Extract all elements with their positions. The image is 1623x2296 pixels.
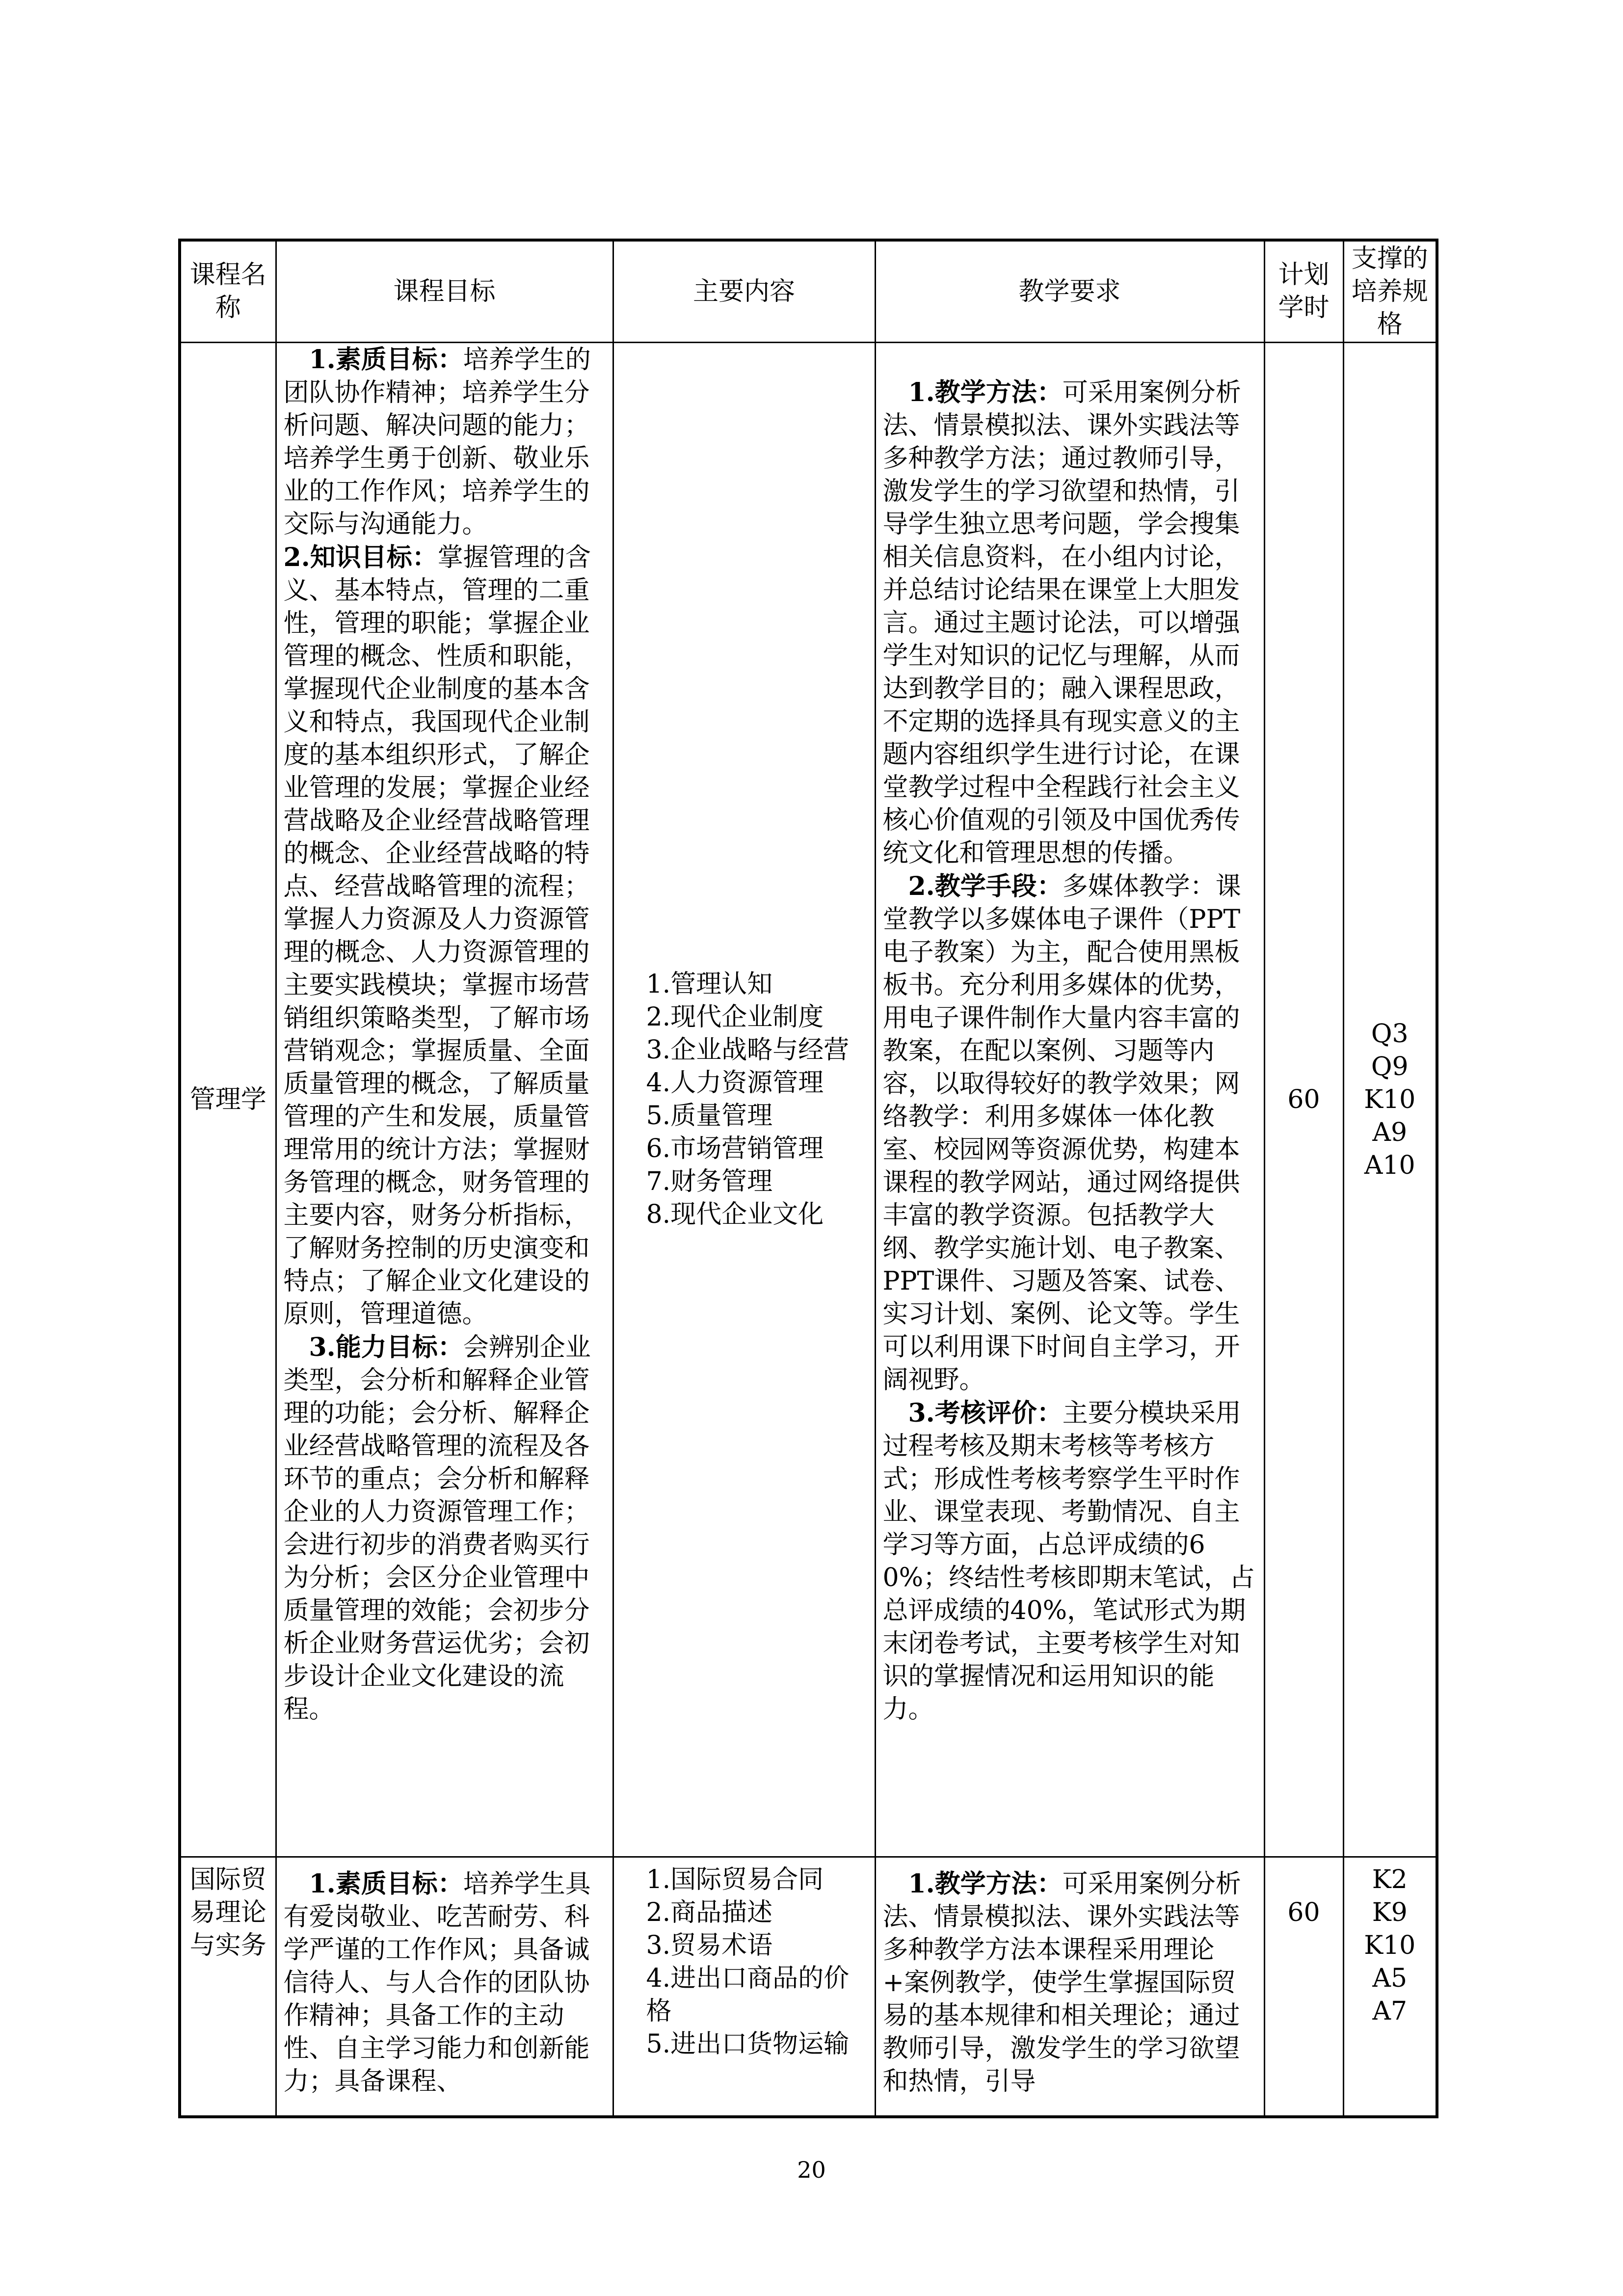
spec-item: A9 bbox=[1372, 1117, 1408, 1147]
spec-item: Q9 bbox=[1371, 1052, 1409, 1081]
course-table-container bbox=[178, 239, 1438, 2118]
goal-text: 培养学生的团队协作精神；培养学生分析问题、解决问题的能力；培养学生勇于创新、敬业乐业的工作作风；培养学生的交际与沟通能力。 bbox=[283, 345, 591, 539]
content-item: 4.进出口商品的价格 bbox=[646, 1964, 850, 2026]
table-row bbox=[180, 1857, 1437, 2117]
goal-text: 掌握管理的含义、基本特点，管理的二重性，管理的职能；掌握企业管理的概念、性质和职能，掌握现代企业制度的基本含义和特点，我国现代企业制度的基本组织形式，了解企业管理的发展；掌握企业经营战略及企业经营战略管理的概念、企业经营战略的特点、经营战略管理的流程；掌握人力资源及人力资源管理的概念、人力资源管理的主要实践模块；掌握市场营销组织策略类型，了解市场营销观念；掌握质量、全面质量管理的概念，了解质量管理的产生和发展，质量管理常用的统计方法；掌握财务管理的概念，财务管理的主要内容，财务分析指标，了解财务控制的历史演变和特点；了解企业文化建设的原则，管理道德。 bbox=[283, 543, 591, 1329]
spec-item: A10 bbox=[1364, 1150, 1415, 1180]
requirement-label: 3.考核评价： bbox=[908, 1398, 1063, 1428]
table-header-row bbox=[180, 240, 1437, 343]
course-name-cell: 管理学 bbox=[180, 343, 276, 1857]
goal-paragraph bbox=[284, 343, 606, 541]
teaching-requirement-cell bbox=[875, 343, 1264, 1857]
goal-label: 1.素质目标： bbox=[309, 1869, 463, 1899]
requirement-text: 多媒体教学：课堂教学以多媒体电子课件（PPT电子教案）为主，配合使用黑板板书。充分利用多媒体的优势，用电子课件制作大量内容丰富的教案，在配以案例、习题等内容，以取得较好的教学效果；网络教学：利用多媒体一体化教室、校园网等资源优势，构建本课程的教学网站，通过网络提供丰富的教学资源。包括教学大纲、教学实施计划、电子教案、PPT课件、习题及答案、试卷、实习计划、案例、论文等。学生可以利用课下时间自主学习，开阔视野。 bbox=[882, 872, 1241, 1395]
content-item: 3.贸易术语 bbox=[646, 1931, 773, 1960]
page-number: 20 bbox=[797, 2157, 826, 2183]
supported-spec-cell bbox=[1343, 343, 1437, 1857]
course-goal-cell bbox=[276, 1857, 613, 2117]
requirement-text: 可采用案例分析法、情景模拟法、课外实践法等多种教学方法；通过教师引导，激发学生的学习欲望和热情，引导学生独立思考问题，学会搜集相关信息资料，在小组内讨论，并总结讨论结果在课堂上大胆发言。通过主题讨论法，可以增强学生对知识的记忆与理解，从而达到教学目的；融入课程思政，不定期的选择具有现实意义的主题内容组织学生进行讨论，在课堂教学过程中全程践行社会主义核心价值观的引领及中国优秀传统文化和管理思想的传播。 bbox=[882, 378, 1241, 868]
supported-spec-cell bbox=[1343, 1857, 1437, 2117]
goal-label: 2.知识目标： bbox=[283, 542, 438, 572]
requirement-text: 主要分模块采用过程考核及期末考核等考核方式；形成性考核考察学生平时作业、课堂表现、考勤情况、自主学习等方面，占总评成绩的60%；终结性考核即期末笔试，占总评成绩的40%，笔试形式为期末闭卷考试，主要考核学生对知识的掌握情况和运用知识的能力。 bbox=[882, 1399, 1255, 1724]
main-content-cell bbox=[613, 1857, 875, 2117]
requirement-label: 1.教学方法： bbox=[908, 378, 1063, 407]
requirement-paragraph bbox=[883, 376, 1257, 870]
requirement-text: 可采用案例分析法、情景模拟法、课外实践法等多种教学方法本课程采用理论+案例教学，使学生掌握国际贸易的基本规律和相关理论；通过教师引导，激发学生的学习欲望和热情，引导 bbox=[882, 1869, 1241, 2096]
table-row bbox=[180, 343, 1437, 1857]
header-planned-hours: 计划学时 bbox=[1264, 240, 1343, 343]
goal-text: 培养学生具有爱岗敬业、吃苦耐劳、科学严谨的工作作风；具备诚信待人、与人合作的团队协作精神；具备工作的主动性、自主学习能力和创新能力；具备课程、 bbox=[283, 1869, 591, 2096]
requirement-label: 2.教学手段： bbox=[908, 871, 1063, 901]
requirement-paragraph bbox=[883, 1397, 1257, 1726]
content-item: 1.国际贸易合同 bbox=[646, 1865, 824, 1894]
planned-hours-value: 60 bbox=[1287, 1898, 1320, 1927]
spec-item: K2 bbox=[1372, 1865, 1408, 1894]
spec-item: K10 bbox=[1364, 1084, 1416, 1114]
spec-item: K9 bbox=[1372, 1898, 1408, 1927]
goal-text: 会辨别企业类型，会分析和解释企业管理的功能；会分析、解释企业经营战略管理的流程及各环节的重点；会分析和解释企业的人力资源管理工作；会进行初步的消费者购买行为分析；会区分企业管理中质量管理的效能；会初步分析企业财务营运优劣；会初步设计企业文化建设的流程。 bbox=[283, 1333, 591, 1724]
content-item: 2.商品描述 bbox=[646, 1898, 773, 1927]
header-teaching-requirement: 教学要求 bbox=[875, 240, 1264, 343]
main-content-cell bbox=[613, 343, 875, 1857]
teaching-requirement-cell bbox=[875, 1857, 1264, 2117]
spec-item: A7 bbox=[1372, 1997, 1408, 2026]
content-item: 6.市场营销管理 bbox=[646, 1134, 824, 1163]
planned-hours-cell: 60 bbox=[1264, 343, 1343, 1857]
requirement-paragraph bbox=[883, 870, 1257, 1397]
header-course-name: 课程名称 bbox=[180, 240, 276, 343]
content-item: 2.现代企业制度 bbox=[646, 1002, 824, 1032]
content-item: 8.现代企业文化 bbox=[646, 1200, 824, 1229]
content-item: 5.质量管理 bbox=[646, 1101, 773, 1131]
content-item: 5.进出口货物运输 bbox=[646, 2029, 850, 2059]
spec-item: Q3 bbox=[1371, 1019, 1409, 1049]
spec-item: K10 bbox=[1364, 1931, 1416, 1960]
header-supported-spec: 支撑的培养规格 bbox=[1343, 240, 1437, 343]
goal-label: 3.能力目标： bbox=[309, 1332, 463, 1362]
content-item: 7.财务管理 bbox=[646, 1167, 773, 1196]
goal-paragraph bbox=[284, 541, 606, 1331]
course-goal-cell bbox=[276, 343, 613, 1857]
course-table bbox=[178, 239, 1438, 2118]
planned-hours-cell bbox=[1264, 1857, 1343, 2117]
content-item: 4.人力资源管理 bbox=[646, 1068, 824, 1098]
goal-paragraph bbox=[284, 1867, 606, 2098]
requirement-paragraph bbox=[883, 1867, 1257, 2098]
header-course-goal: 课程目标 bbox=[276, 240, 613, 343]
course-name-cell: 国际贸易理论与实务 bbox=[180, 1857, 276, 2117]
header-main-content: 主要内容 bbox=[613, 240, 875, 343]
requirement-label: 1.教学方法： bbox=[908, 1869, 1063, 1899]
content-item: 3.企业战略与经营 bbox=[646, 1035, 850, 1065]
content-item: 1.管理认知 bbox=[646, 970, 773, 999]
goal-label: 1.素质目标： bbox=[309, 345, 463, 375]
goal-paragraph bbox=[284, 1331, 606, 1726]
spec-item: A5 bbox=[1372, 1964, 1408, 1993]
